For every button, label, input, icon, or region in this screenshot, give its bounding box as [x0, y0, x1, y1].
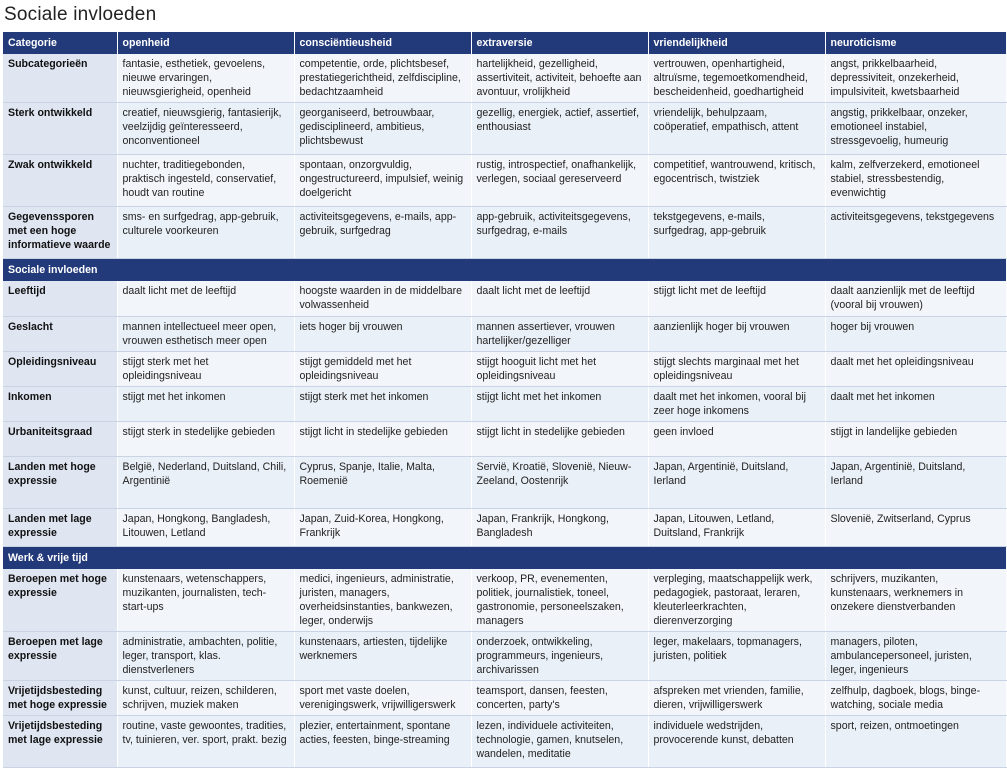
row-label: Gegevenssporen met een hoge informatieve waarde [3, 207, 117, 259]
table-cell: verkoop, PR, evenementen, politiek, journalistiek, toneel, gastronomie, personeelszaken, managers [471, 569, 648, 632]
table-row [3, 351, 1006, 386]
table-row [3, 569, 1006, 632]
table-cell: stijgt met het inkomen [117, 386, 294, 421]
row-label: Leeftijd [3, 281, 117, 316]
table-cell: Japan, Hongkong, Bangladesh, Litouwen, Letland [117, 508, 294, 546]
table-cell: spontaan, onzorgvuldig, ongestructureerd, impulsief, weinig doelgericht [294, 155, 471, 207]
table-cell: verpleging, maatschappelijk werk, pedagogiek, pastoraat, leraren, kleuterleerkrachten, dierenverzorging [648, 569, 825, 632]
table-cell: stijgt licht met het inkomen [471, 386, 648, 421]
table-cell: Slovenië, Zwitserland, Cyprus [825, 508, 1006, 546]
section-title: Werk & vrije tijd [3, 546, 1006, 569]
table-cell: aanzienlijk hoger bij vrouwen [648, 316, 825, 351]
table-cell: managers, piloten, ambulancepersoneel, juristen, leger, ingenieurs [825, 631, 1006, 680]
table-cell: daalt met het inkomen, vooral bij zeer hoge inkomens [648, 386, 825, 421]
row-label: Inkomen [3, 386, 117, 421]
table-cell: stijgt sterk met het opleidingsniveau [117, 351, 294, 386]
table-row [3, 54, 1006, 103]
table-cell: angstig, prikkelbaar, onzeker, emotioneel instabiel, stressgevoelig, humeurig [825, 103, 1006, 155]
table-cell: plezier, entertainment, spontane acties, feesten, binge-streaming [294, 715, 471, 767]
table-cell: Servië, Kroatië, Slovenië, Nieuw-Zeeland, Oostenrijk [471, 456, 648, 508]
table-cell: routine, vaste gewoontes, tradities, tv, tuinieren, ver. sport, prakt. bezig [117, 715, 294, 767]
row-label: Landen met lage expressie [3, 508, 117, 546]
table-cell: Japan, Zuid-Korea, Hongkong, Frankrijk [294, 508, 471, 546]
table-row [3, 103, 1006, 155]
table-row [3, 386, 1006, 421]
table-cell: stijgt hooguit licht met het opleidingsniveau [471, 351, 648, 386]
table-cell: mannen assertiever, vrouwen hartelijker/gezelliger [471, 316, 648, 351]
table-cell: afspreken met vrienden, familie, dieren, vrijwilligerswerk [648, 680, 825, 715]
table-cell: medici, ingenieurs, administratie, juristen, managers, overheidsinstanties, bankwezen, leger, onderwijs [294, 569, 471, 632]
table-cell: angst, prikkelbaarheid, depressiviteit, onzekerheid, impulsiviteit, kwetsbaarheid [825, 54, 1006, 103]
table-cell: onderzoek, ontwikkeling, programmeurs, ingenieurs, archivarissen [471, 631, 648, 680]
table-cell: kalm, zelfverzekerd, emotioneel stabiel, stressbestendig, evenwichtig [825, 155, 1006, 207]
row-label: Zwak ontwikkeld [3, 155, 117, 207]
table-cell: kunstenaars, artiesten, tijdelijke werknemers [294, 631, 471, 680]
table-cell: Japan, Frankrijk, Hongkong, Bangladesh [471, 508, 648, 546]
row-label: Urbaniteitsgraad [3, 421, 117, 456]
table-cell: hoogste waarden in de middelbare volwassenheid [294, 281, 471, 316]
table-cell: vertrouwen, openhartigheid, altruïsme, tegemoetkomendheid, bescheidenheid, goedhartigheid [648, 54, 825, 103]
table-cell: activiteitsgegevens, tekstgegevens [825, 207, 1006, 259]
table-cell: Japan, Argentinië, Duitsland, Ierland [648, 456, 825, 508]
table-cell: administratie, ambachten, politie, leger, transport, klas. dienstverleners [117, 631, 294, 680]
row-label: Opleidingsniveau [3, 351, 117, 386]
table-cell: rustig, introspectief, onafhankelijk, verlegen, sociaal gereserveerd [471, 155, 648, 207]
table-row [3, 421, 1006, 456]
table-cell: stijgt licht in stedelijke gebieden [471, 421, 648, 456]
table-cell: creatief, nieuwsgierig, fantasierijk, veelzijdig geïnteresseerd, onconventioneel [117, 103, 294, 155]
table-cell: teamsport, dansen, feesten, concerten, party's [471, 680, 648, 715]
table-cell: gezellig, energiek, actief, assertief, enthousiast [471, 103, 648, 155]
table-row [3, 316, 1006, 351]
header-consciëntieusheid: consciëntieusheid [294, 32, 471, 54]
section-header-sociale-invloeden [3, 259, 1006, 282]
table-cell: stijgt sterk in stedelijke gebieden [117, 421, 294, 456]
header-categorie: Categorie [3, 32, 117, 54]
table-cell: zelfhulp, dagboek, blogs, binge-watching, sociale media [825, 680, 1006, 715]
table-cell: kunstenaars, wetenschappers, muzikanten, journalisten, tech-start-ups [117, 569, 294, 632]
table-cell: geen invloed [648, 421, 825, 456]
table-cell: nuchter, traditiegebonden, praktisch ingesteld, conservatief, houdt van routine [117, 155, 294, 207]
table-row [3, 680, 1006, 715]
table-cell: activiteitsgegevens, e-mails, app-gebruik, surfgedrag [294, 207, 471, 259]
row-label: Subcategorieën [3, 54, 117, 103]
row-label: Geslacht [3, 316, 117, 351]
table-cell: daalt met het opleidingsniveau [825, 351, 1006, 386]
table-cell: app-gebruik, activiteitsgegevens, surfgedrag, e-mails [471, 207, 648, 259]
table-cell: daalt licht met de leeftijd [471, 281, 648, 316]
table-cell: mannen intellectueel meer open, vrouwen esthetisch meer open [117, 316, 294, 351]
table-cell: individuele wedstrijden, provocerende kunst, debatten [648, 715, 825, 767]
section-header-werk-vrije-tijd [3, 546, 1006, 569]
header-openheid: openheid [117, 32, 294, 54]
table-cell: België, Nederland, Duitsland, Chili, Argentinië [117, 456, 294, 508]
header-neuroticisme: neuroticisme [825, 32, 1006, 54]
header-row [3, 32, 1006, 54]
table-cell: Japan, Litouwen, Letland, Duitsland, Frankrijk [648, 508, 825, 546]
table-row [3, 715, 1006, 767]
table-cell: stijgt gemiddeld met het opleidingsniveau [294, 351, 471, 386]
table-cell: schrijvers, muzikanten, kunstenaars, werknemers in onzekere dienstverbanden [825, 569, 1006, 632]
table-row [3, 155, 1006, 207]
table-cell: hartelijkheid, gezelligheid, assertiviteit, activiteit, behoefte aan avontuur, vrolijkheid [471, 54, 648, 103]
table-cell: daalt met het inkomen [825, 386, 1006, 421]
row-label: Beroepen met hoge expressie [3, 569, 117, 632]
table-cell: lezen, individuele activiteiten, technologie, gamen, knutselen, wandelen, meditatie [471, 715, 648, 767]
table-cell: kunst, cultuur, reizen, schilderen, schrijven, muziek maken [117, 680, 294, 715]
personality-table [3, 32, 1007, 768]
header-vriendelijkheid: vriendelijkheid [648, 32, 825, 54]
table-cell: leger, makelaars, topmanagers, juristen, politiek [648, 631, 825, 680]
section-title: Sociale invloeden [3, 259, 1006, 282]
row-label: Vrijetijdsbesteding met lage expressie [3, 715, 117, 767]
table-cell: stijgt sterk met het inkomen [294, 386, 471, 421]
table-cell: georganiseerd, betrouwbaar, gedisciplineerd, ambitieus, plichtsbewust [294, 103, 471, 155]
table-cell: competentie, orde, plichtsbesef, prestatiegerichtheid, zelfdiscipline, bedachtzaamheid [294, 54, 471, 103]
table-cell: vriendelijk, behulpzaam, coöperatief, empathisch, attent [648, 103, 825, 155]
table-cell: Japan, Argentinië, Duitsland, Ierland [825, 456, 1006, 508]
header-extraversie: extraversie [471, 32, 648, 54]
table-cell: daalt licht met de leeftijd [117, 281, 294, 316]
table-row [3, 456, 1006, 508]
table-cell: stijgt licht in stedelijke gebieden [294, 421, 471, 456]
table-row [3, 207, 1006, 259]
table-cell: fantasie, esthetiek, gevoelens, nieuwe ervaringen, nieuwsgierigheid, openheid [117, 54, 294, 103]
table-cell: sms- en surfgedrag, app-gebruik, culturele voorkeuren [117, 207, 294, 259]
table-row [3, 508, 1006, 546]
row-label: Vrijetijdsbesteding met hoge expressie [3, 680, 117, 715]
table-cell: stijgt in landelijke gebieden [825, 421, 1006, 456]
table-cell: iets hoger bij vrouwen [294, 316, 471, 351]
row-label: Sterk ontwikkeld [3, 103, 117, 155]
table-cell: tekstgegevens, e-mails, surfgedrag, app-gebruik [648, 207, 825, 259]
table-cell: sport, reizen, ontmoetingen [825, 715, 1006, 767]
row-label: Beroepen met lage expressie [3, 631, 117, 680]
table-cell: daalt aanzienlijk met de leeftijd (vooral bij vrouwen) [825, 281, 1006, 316]
table-row [3, 631, 1006, 680]
table-cell: sport met vaste doelen, verenigingswerk, vrijwilligerswerk [294, 680, 471, 715]
table-cell: Cyprus, Spanje, Italie, Malta, Roemenië [294, 456, 471, 508]
table-body [3, 54, 1006, 767]
page-title: Sociale invloeden [4, 4, 157, 25]
table-row [3, 281, 1006, 316]
table-cell: stijgt slechts marginaal met het opleidingsniveau [648, 351, 825, 386]
row-label: Landen met hoge expressie [3, 456, 117, 508]
table-header [3, 32, 1006, 54]
table-cell: hoger bij vrouwen [825, 316, 1006, 351]
table-cell: competitief, wantrouwend, kritisch, egocentrisch, twistziek [648, 155, 825, 207]
table-cell: stijgt licht met de leeftijd [648, 281, 825, 316]
